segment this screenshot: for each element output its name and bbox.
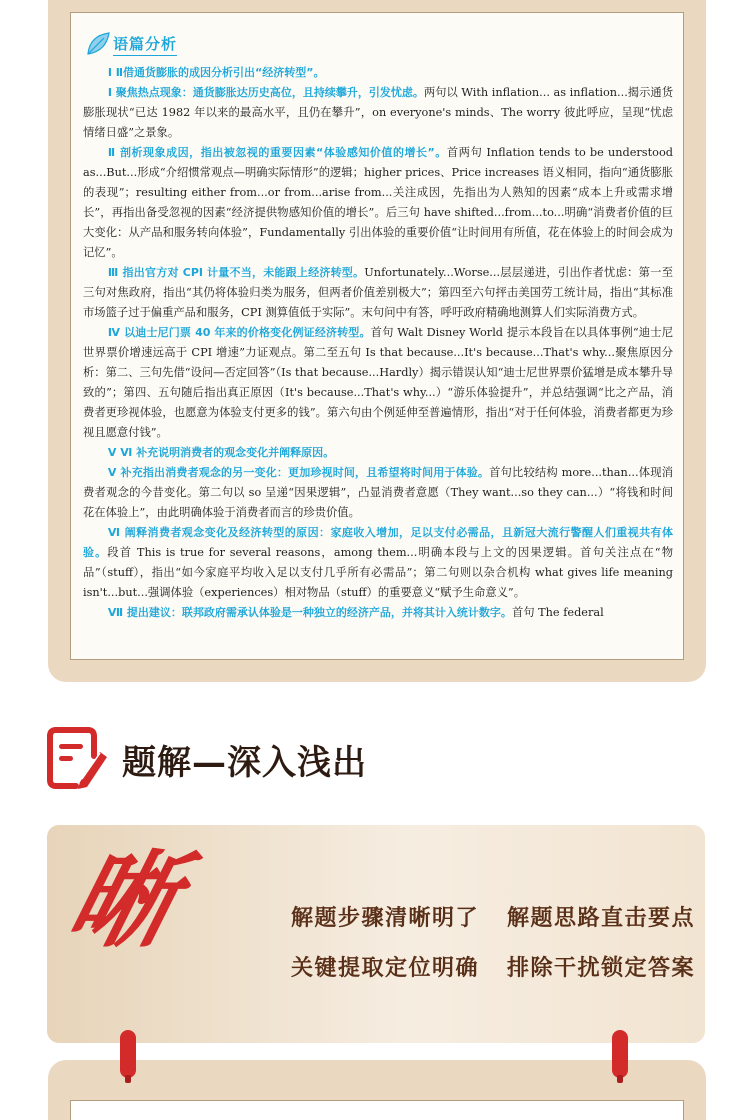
paragraph-summary: Ⅰ Ⅱ借通货膨胀的成因分析引出“经济转型”。 bbox=[107, 66, 325, 79]
leaf-icon bbox=[85, 31, 111, 57]
analysis-paragraph bbox=[83, 323, 673, 443]
promo-slogan-line-2 bbox=[291, 951, 695, 982]
analysis-paragraphs bbox=[83, 63, 673, 623]
section-heading bbox=[44, 722, 367, 796]
section-header bbox=[85, 31, 177, 57]
slogan-phrase: 解题思路直击要点 bbox=[507, 906, 696, 931]
analysis-paragraph bbox=[83, 83, 673, 143]
paragraph-body: 首句比较结构 more...than...体现消费者观念的今昔变化。第二句以 so 呈递“因果逻辑”，凸显消费者意愿（They want...so they can...）“将钱和时间花在体验上”，由此明确体验于消费者而言的珍贵价值。 bbox=[83, 466, 673, 519]
paragraph-summary: Ⅴ Ⅵ 补充说明消费者的观念变化并阐释原因。 bbox=[107, 446, 335, 459]
promo-big-character: 晰 bbox=[55, 840, 177, 962]
analysis-paragraph bbox=[83, 603, 673, 623]
paragraph-summary: Ⅲ 指出官方对 CPI 计量不当，未能跟上经济转型。 bbox=[107, 266, 365, 279]
paragraph-summary: Ⅵ 阐释消费者观念变化及经济转型的原因：家庭收入增加，足以支付必需品，且新冠大流行警醒人们重视共有体验。 bbox=[83, 526, 673, 559]
analysis-paragraph bbox=[83, 523, 673, 603]
analysis-paragraph bbox=[83, 463, 673, 523]
paragraph-summary: Ⅱ 剖析现象成因，指出被忽视的重要因素“体验感知价值的增长”。 bbox=[107, 146, 447, 159]
analysis-paragraph bbox=[83, 263, 673, 323]
paragraph-body: 首句 The federal bbox=[511, 606, 604, 619]
paragraph-body: 段首 This is true for several reasons，among them...明确本段与上文的因果逻辑。首句关注点在“物品”（stuff），指出“如今家庭平均收入足以支付几乎所有必需品”；第二句则以杂合机构 what gives life meaning isn't...but...强调体验（experiences）相对物品（stuff）的重要意义“赋予生命意义”。 bbox=[83, 546, 674, 599]
analysis-paragraph bbox=[83, 443, 673, 463]
paragraph-body: 首两句 Inflation tends to be understood as...But...形成“介绍惯常观点—明确实际情形”的逻辑；higher prices、Price increases 语义相同，指向“通货膨胀的表现”；resulting either from...or from...arise from...关注成因，先指出为人熟知的因素“成本上升或需求增长”，再指出备受忽视的因素“经济提供物感知价值的增长”。后三句 have shifted...from...to...明确“消费者价值的巨大变化：从产品和服务转向体验”，Fundamentally 引出体验的重要价值“让时间用有所值，花在体验上的时间会成为记忆”。 bbox=[83, 146, 673, 259]
analysis-paragraph bbox=[83, 63, 673, 83]
paragraph-summary: Ⅴ 补充指出消费者观念的另一变化：更加珍视时间，且希望将时间用于体验。 bbox=[107, 466, 490, 479]
notepad-pen-icon bbox=[44, 726, 110, 792]
slogan-phrase: 解题步骤清晰明了 bbox=[291, 906, 480, 931]
paragraph-body: Unfortunately...Worse...层层递进，引出作者忧虑：第一至三句对焦政府，指出“其仍将体验归类为服务，但两者价值差别极大”；第四至六句抨击美国劳工统计局，指出“其标准市场篮子过于偏重产品和服务，CPI 测算值低于实际”。末句问中有答，呼吁政府精确地测算人们实际消费方式。 bbox=[83, 266, 673, 319]
paragraph-summary: Ⅳ 以迪士尼门票 40 年来的价格变化例证经济转型。 bbox=[107, 326, 371, 339]
analysis-panel bbox=[70, 12, 684, 660]
paragraph-body: 两句以 With inflation... as inflation...揭示通货膨胀现状“已达 1982 年以来的最高水平，且仍在攀升”，on everyone's minds、The worry 彼此呼应，呈现“忧虑情绪日盛”之景象。 bbox=[83, 86, 674, 139]
paragraph-body: 首句 Walt Disney World 提示本段旨在以具体事例“迪士尼世界票价增速远高于 CPI 增速”力证观点。第二至五句 Is that because...It's because...That's why...聚焦原因分析：第二、三句先借“设问—否定回答”（Is that because...Hardly）揭示错误认知“迪士尼世界票价猛增是成本攀升导致的”；第四、五句随后指出真正原因（It's because...That's why...）“游乐体验提升”，并总结强调“比之产品，消费者更珍视体验，也愿意为体验支付更多的钱”。第六句由个例延伸至普遍情形，指出“对于任何体验，消费者都更为珍视且愿意付钱”。 bbox=[83, 326, 673, 439]
promo-banner bbox=[47, 825, 705, 1043]
binder-tab-left bbox=[120, 1030, 136, 1078]
paragraph-summary: Ⅰ 聚焦热点现象：通货膨胀达历史高位，且持续攀升，引发忧虑。 bbox=[107, 86, 424, 99]
binder-tab-right bbox=[612, 1030, 628, 1078]
slogan-phrase: 关键提取定位明确 bbox=[291, 956, 480, 981]
heading-title: 题解—深入浅出 bbox=[122, 742, 367, 783]
analysis-paragraph bbox=[83, 143, 673, 263]
promo-slogan-line-1 bbox=[291, 901, 695, 932]
slogan-phrase: 排除干扰锁定答案 bbox=[507, 956, 696, 981]
paragraph-summary: Ⅶ 提出建议：联邦政府需承认体验是一种独立的经济产品，并将其计入统计数字。 bbox=[107, 606, 512, 619]
section-title: 语篇分析 bbox=[113, 33, 177, 56]
next-panel bbox=[70, 1100, 684, 1120]
